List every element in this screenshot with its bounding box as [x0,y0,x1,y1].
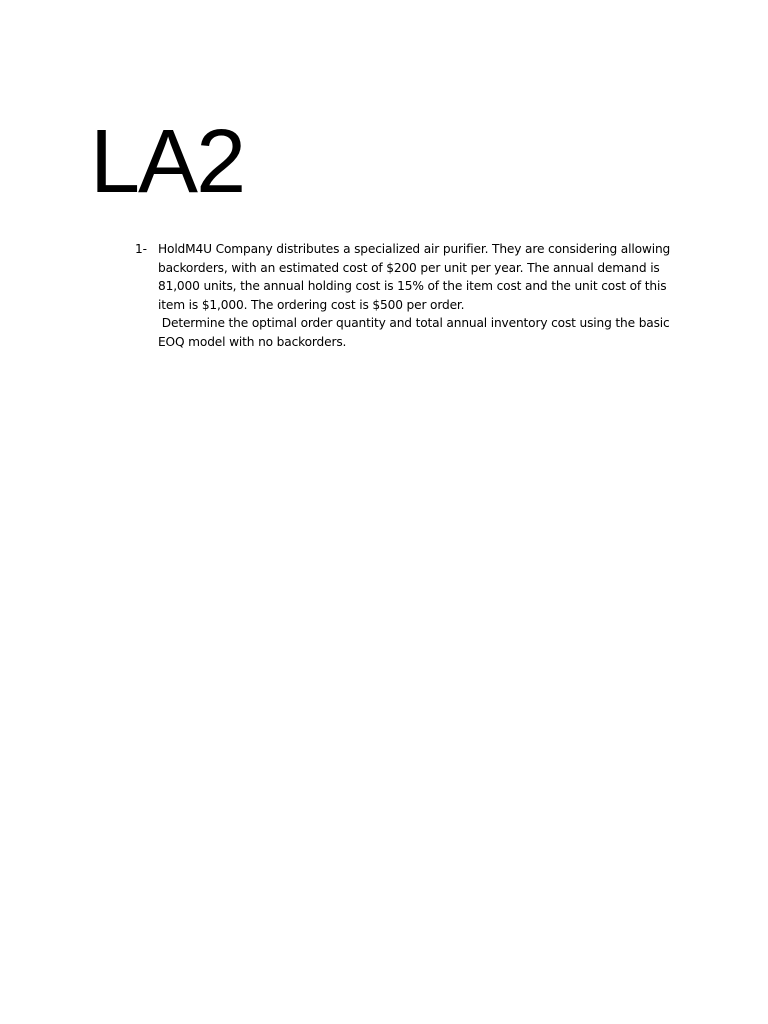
question-task: Determine the optimal order quantity and total annual inventory cost using the basic EOQ model with no backorders. [158,316,674,349]
question-text: HoldM4U Company distributes a specialized air purifier. They are considering allowing backorders, with an estimated cost of $200 per unit per year. The annual demand is 81,000 units, the annual holding cost is 15% of the item cost and the unit cost of this item is $1,000. The ordering cost is $500 per order. [158,242,671,312]
question-list [135,240,695,352]
question-number: 1- [135,242,147,256]
question-item [135,240,695,352]
document-title: LA2 [90,112,245,212]
